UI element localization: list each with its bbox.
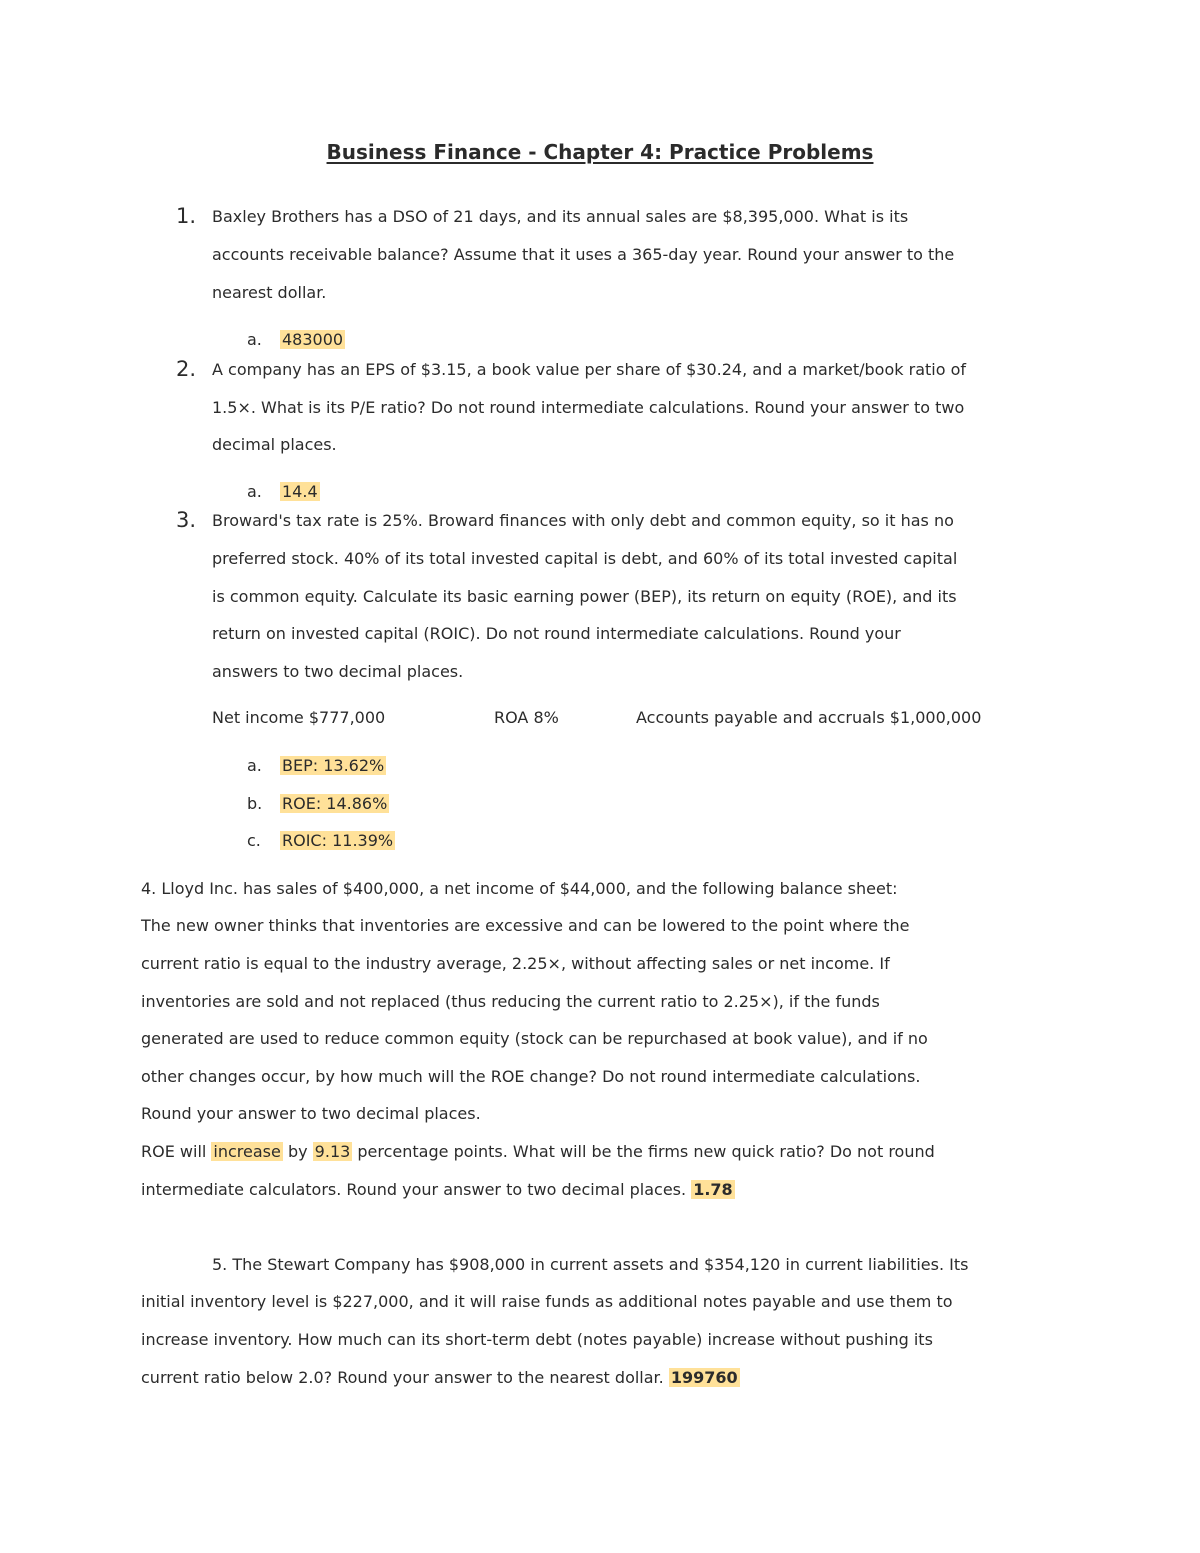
q3-answer-label-a: a.	[247, 756, 262, 775]
q4-line-5: generated are used to reduce common equity (stock can be repurchased at book value), and if no	[141, 1029, 928, 1048]
q4-roe-by: by	[287, 1142, 308, 1161]
q3-line-1: Broward's tax rate is 25%. Broward finances with only debt and common equity, so it has no	[212, 511, 954, 530]
q3-answer-label-b: b.	[247, 794, 263, 813]
q1-line-1: Baxley Brothers has a DSO of 21 days, and its annual sales are $8,395,000. What is its	[212, 207, 909, 226]
q4-roe-suffix: percentage points. What will be the firms new quick ratio? Do not round	[357, 1142, 935, 1161]
q3-answer-c-highlight: ROIC: 11.39%	[282, 831, 394, 850]
q5-last-text: current ratio below 2.0? Round your answer to the nearest dollar.	[141, 1368, 664, 1387]
q3-number: 3.	[176, 508, 197, 532]
q1-line-2: accounts receivable balance? Assume that it uses a 365-day year. Round your answer to the	[212, 245, 955, 264]
q4-quick-ratio: 1.78	[693, 1180, 733, 1199]
q5-answer: 199760	[670, 1368, 738, 1387]
q4-roe-prefix: ROE will	[141, 1142, 207, 1161]
q3-answer-label-c: c.	[247, 831, 261, 850]
q2-line-3: decimal places.	[212, 435, 337, 454]
q3-answer-b-highlight: ROE: 14.86%	[282, 794, 388, 813]
q1-answer	[280, 330, 345, 350]
q3-line-5: answers to two decimal places.	[212, 662, 464, 681]
q3-given-net-income: Net income $777,000	[212, 708, 386, 727]
q4-line-3: current ratio is equal to the industry average, 2.25×, without affecting sales or net income. If	[141, 954, 890, 973]
q4-roe-value: 9.13	[314, 1142, 351, 1161]
q4-line-6: other changes occur, by how much will the ROE change? Do not round intermediate calculations.	[141, 1067, 921, 1086]
q1-number: 1.	[176, 204, 197, 228]
q1-answer-label: a.	[247, 330, 262, 349]
q5-line-1: 5. The Stewart Company has $908,000 in current assets and $354,120 in current liabilities. Its	[212, 1255, 969, 1274]
q4-last-line	[141, 1180, 735, 1200]
q3-answer-b	[280, 794, 389, 814]
q3-line-2: preferred stock. 40% of its total invested capital is debt, and 60% of its total invested capital	[212, 549, 958, 568]
q4-line-1: 4. Lloyd Inc. has sales of $400,000, a net income of $44,000, and the following balance sheet:	[141, 879, 898, 898]
q4-line-7: Round your answer to two decimal places.	[141, 1104, 481, 1123]
q5-line-3: increase inventory. How much can its short-term debt (notes payable) increase without pushing its	[141, 1330, 933, 1349]
q4-roe-line	[141, 1142, 935, 1162]
q2-number: 2.	[176, 357, 197, 381]
page-title: Business Finance - Chapter 4: Practice Problems	[326, 140, 874, 164]
q3-answer-a	[280, 756, 386, 776]
q1-answer-highlight: 483000	[282, 330, 344, 349]
q2-answer	[280, 482, 320, 502]
q1-line-3: nearest dollar.	[212, 283, 327, 302]
q3-given-payables: Accounts payable and accruals $1,000,000	[636, 708, 982, 727]
q3-line-4: return on invested capital (ROIC). Do not round intermediate calculations. Round your	[212, 624, 901, 643]
q2-line-1: A company has an EPS of $3.15, a book value per share of $30.24, and a market/book ratio of	[212, 360, 967, 379]
q4-last-text: intermediate calculators. Round your answer to two decimal places.	[141, 1180, 687, 1199]
q3-given-roa: ROA 8%	[494, 708, 559, 727]
q2-answer-highlight: 14.4	[282, 482, 318, 501]
q4-line-2: The new owner thinks that inventories are excessive and can be lowered to the point where the	[141, 916, 910, 935]
q3-line-3: is common equity. Calculate its basic earning power (BEP), its return on equity (ROE), and its	[212, 587, 957, 606]
q2-line-2: 1.5×. What is its P/E ratio? Do not round intermediate calculations. Round your answer to two	[212, 398, 965, 417]
q3-answer-c	[280, 831, 395, 851]
q5-last-line	[141, 1368, 740, 1388]
q3-answer-a-highlight: BEP: 13.62%	[282, 756, 385, 775]
q2-answer-label: a.	[247, 482, 262, 501]
q4-line-4: inventories are sold and not replaced (thus reducing the current ratio to 2.25×), if the funds	[141, 992, 880, 1011]
q4-roe-direction: increase	[213, 1142, 281, 1161]
q5-line-2: initial inventory level is $227,000, and it will raise funds as additional notes payable and use them to	[141, 1292, 953, 1311]
